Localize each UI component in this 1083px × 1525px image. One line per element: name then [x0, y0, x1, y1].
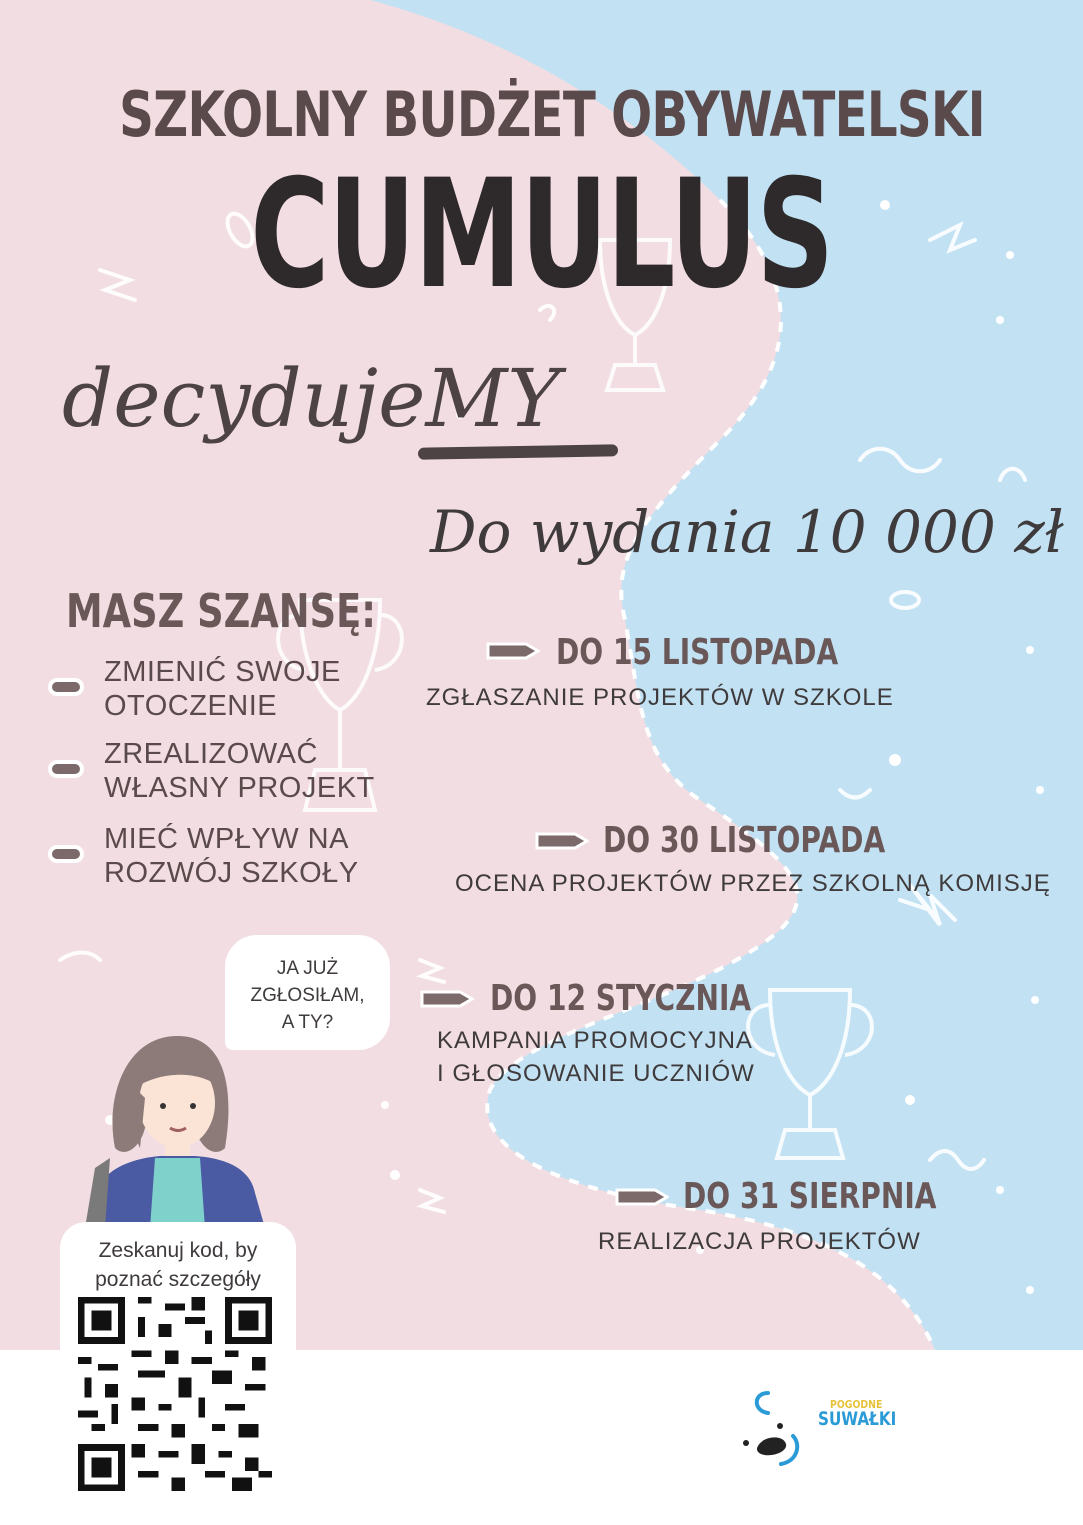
- arrow-icon: [535, 832, 589, 850]
- timeline-desc: KAMPANIA PROMOCYJNA: [437, 1027, 753, 1054]
- qr-caption: Zeskanuj kod, by poznać szczegóły: [95, 1239, 261, 1291]
- timeline-desc: REALIZACJA PROJEKTÓW: [598, 1228, 921, 1255]
- qr-code-icon[interactable]: [78, 1297, 272, 1491]
- arrow-icon: [486, 642, 540, 660]
- bullet-icon: [48, 760, 84, 778]
- logo-text-bottom: SUWAŁKI: [818, 1408, 897, 1430]
- student-avatar: [85, 1028, 275, 1228]
- speech-bubble-text: JA JUŻ ZGŁOSIŁAM, A TY?: [250, 958, 365, 1033]
- bullet-icon: [48, 678, 84, 696]
- timeline-date: DO 12 STYCZNIA: [490, 978, 752, 1019]
- pogodne-suwalki-logo: [738, 1388, 808, 1470]
- page-subtitle: CUMULUS: [250, 148, 833, 322]
- budget-text: Do wydania 10 000 zł: [430, 498, 1064, 566]
- chance-item: ZREALIZOWAĆ WŁASNY PROJEKT: [104, 738, 375, 804]
- timeline-date: DO 31 SIERPNIA: [683, 1176, 937, 1217]
- arrow-icon: [615, 1188, 669, 1206]
- timeline-desc: I GŁOSOWANIE UCZNIÓW: [437, 1060, 755, 1087]
- logo-text-top: POGODNE: [830, 1398, 883, 1411]
- chance-item: ZMIENIĆ SWOJE OTOCZENIE: [104, 656, 341, 722]
- timeline-date: DO 30 LISTOPADA: [603, 820, 886, 861]
- timeline-desc: ZGŁASZANIE PROJEKTÓW W SZKOLE: [426, 684, 894, 711]
- slogan: decydujeMY: [62, 352, 561, 445]
- page-title: SZKOLNY BUDŻET OBYWATELSKI: [119, 78, 985, 151]
- chance-item: MIEĆ WPŁYW NA ROZWÓJ SZKOŁY: [104, 823, 359, 889]
- timeline-date: DO 15 LISTOPADA: [556, 632, 839, 673]
- chances-title: MASZ SZANSĘ:: [66, 584, 376, 638]
- arrow-icon: [420, 990, 474, 1008]
- timeline-desc: OCENA PROJEKTÓW PRZEZ SZKOLNĄ KOMISJĘ: [455, 870, 1051, 897]
- bullet-icon: [48, 845, 84, 863]
